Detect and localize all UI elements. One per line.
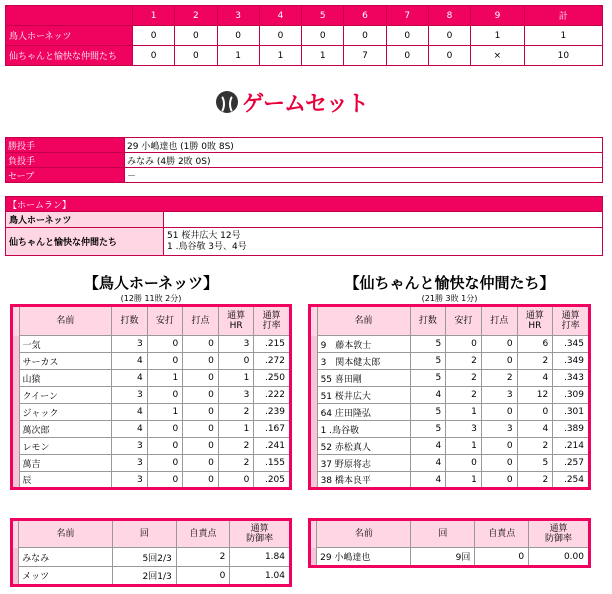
batting-stat: 0 xyxy=(183,370,219,387)
batting-stat: 5 xyxy=(410,353,446,370)
batting-stat: 2 xyxy=(517,353,553,370)
batting-row xyxy=(12,455,291,472)
pitching-stat: 0.00 xyxy=(529,548,590,567)
batting-stat: 3 xyxy=(218,336,254,353)
batting-stat: 4 xyxy=(112,404,148,421)
result-value: 29 小嶋達也 (1勝 0敗 8S) xyxy=(125,138,603,153)
batting-stat: 0 xyxy=(183,455,219,472)
inning-score: 0 xyxy=(133,46,175,66)
player-name: ジャック xyxy=(19,404,112,421)
inning-score: 0 xyxy=(428,46,470,66)
home-run-team: 仙ちゃんと愉快な仲間たち xyxy=(6,228,164,256)
total-score: 10 xyxy=(524,46,602,66)
pitcher-name: 29 小嶋達也 xyxy=(317,548,411,567)
away-team-title: 【仙ちゃんと愉快な仲間たち】 xyxy=(344,274,555,292)
result-value: みなみ (4勝 2敗 0S) xyxy=(125,153,603,168)
batting-stat: .205 xyxy=(254,472,291,489)
batting-row xyxy=(12,421,291,438)
row-gutter xyxy=(12,520,19,548)
pitching-row xyxy=(310,548,590,567)
pitching-row xyxy=(12,567,291,586)
player-name: 52 赤松真人 xyxy=(317,438,410,455)
row-gutter xyxy=(310,387,318,404)
home-pitching-table xyxy=(10,518,292,587)
game-set-banner xyxy=(216,89,368,115)
batting-stat: 3 xyxy=(112,455,148,472)
batting-stat: 0 xyxy=(517,404,553,421)
batting-row xyxy=(310,421,590,438)
inning-header: 9 xyxy=(471,6,525,26)
batting-stat: .250 xyxy=(254,370,291,387)
batting-stat: .309 xyxy=(553,387,590,404)
batting-row xyxy=(12,370,291,387)
scoreboard-row-away xyxy=(6,46,603,66)
batting-stat: 4 xyxy=(410,472,446,489)
batting-stat: .257 xyxy=(553,455,590,472)
batting-row xyxy=(310,404,590,421)
batting-stat: 0 xyxy=(183,404,219,421)
game-set-title: ゲームセット xyxy=(242,91,369,117)
batting-stat: 5 xyxy=(410,404,446,421)
batting-stat: 0 xyxy=(481,438,517,455)
row-gutter xyxy=(310,472,318,489)
inning-score: 0 xyxy=(175,46,217,66)
home-run-table xyxy=(5,196,603,256)
home-run-title: 【ホームラン】 xyxy=(6,197,603,212)
inning-header: 7 xyxy=(386,6,428,26)
batting-row xyxy=(310,353,590,370)
batting-stat: 0 xyxy=(147,336,183,353)
batting-row xyxy=(12,438,291,455)
batting-stat: .241 xyxy=(254,438,291,455)
player-name: 51 桜井広大 xyxy=(317,387,410,404)
pitching-stat: 9回 xyxy=(411,548,475,567)
inning-score: 0 xyxy=(386,46,428,66)
result-value: － xyxy=(125,168,603,183)
inning-header: 5 xyxy=(302,6,344,26)
batting-column-header: 安打 xyxy=(446,306,482,336)
batting-stat: 1 xyxy=(147,370,183,387)
batting-stat: 0 xyxy=(183,421,219,438)
pitching-column-header: 通算 防御率 xyxy=(529,520,590,548)
batting-stat: 0 xyxy=(147,387,183,404)
batting-column-header: 打点 xyxy=(183,306,219,336)
batting-stat: 1 xyxy=(446,404,482,421)
player-name: 萬吉 xyxy=(19,455,112,472)
home-run-list xyxy=(164,212,603,228)
batting-column-header: 打数 xyxy=(112,306,148,336)
row-gutter xyxy=(12,421,20,438)
batting-stat: .214 xyxy=(553,438,590,455)
inning-header: 6 xyxy=(344,6,386,26)
batting-row xyxy=(310,387,590,404)
row-gutter xyxy=(12,548,19,567)
player-name: 萬次郎 xyxy=(19,421,112,438)
row-gutter xyxy=(310,353,318,370)
batting-stat: 2 xyxy=(517,472,553,489)
total-header: 計 xyxy=(524,6,602,26)
batting-stat: .222 xyxy=(254,387,291,404)
row-gutter xyxy=(12,404,20,421)
home-run-list xyxy=(164,228,603,256)
pitching-column-header: 通算 防御率 xyxy=(230,520,291,548)
inning-score: 7 xyxy=(344,46,386,66)
inning-header: 2 xyxy=(175,6,217,26)
batting-stat: 0 xyxy=(446,336,482,353)
pitching-column-header: 名前 xyxy=(19,520,113,548)
batting-stat: 0 xyxy=(218,353,254,370)
inning-score: 1 xyxy=(259,46,301,66)
batting-stat: 0 xyxy=(183,387,219,404)
batting-stat: 0 xyxy=(481,472,517,489)
batting-column-header: 通算 打率 xyxy=(254,306,291,336)
batting-column-header: 打数 xyxy=(410,306,446,336)
inning-score: 0 xyxy=(386,26,428,46)
batting-stat: 1 xyxy=(218,370,254,387)
pitching-column-header: 自責点 xyxy=(475,520,529,548)
batting-stat: 3 xyxy=(218,387,254,404)
inning-header: 8 xyxy=(428,6,470,26)
batting-stat: .345 xyxy=(553,336,590,353)
batting-stat: 0 xyxy=(147,438,183,455)
batting-header-row xyxy=(12,306,291,336)
batting-stat: 4 xyxy=(517,421,553,438)
pitching-stat: 1.84 xyxy=(230,548,291,567)
result-label: 負投手 xyxy=(6,153,125,168)
batting-stat: .155 xyxy=(254,455,291,472)
batting-stat: .215 xyxy=(254,336,291,353)
batting-stat: .272 xyxy=(254,353,291,370)
pitching-column-header: 名前 xyxy=(317,520,411,548)
batting-row xyxy=(310,472,590,489)
scoreboard-corner xyxy=(6,6,133,26)
batting-stat: 0 xyxy=(218,472,254,489)
inning-score: 0 xyxy=(133,26,175,46)
batting-stat: 3 xyxy=(112,438,148,455)
inning-score: 1 xyxy=(302,46,344,66)
pitcher-name: みなみ xyxy=(19,548,113,567)
batting-stat: 5 xyxy=(410,421,446,438)
row-gutter xyxy=(310,370,318,387)
home-batting-table xyxy=(10,304,292,490)
row-gutter xyxy=(12,438,20,455)
batting-stat: .167 xyxy=(254,421,291,438)
home-run-team: 鳥人ホーネッツ xyxy=(6,212,164,228)
inning-score: 0 xyxy=(428,26,470,46)
batting-column-header: 打点 xyxy=(481,306,517,336)
row-gutter xyxy=(12,336,20,353)
row-gutter xyxy=(310,404,318,421)
batting-stat: 3 xyxy=(112,472,148,489)
home-team-record: (12勝 11敗 2分) xyxy=(120,294,182,303)
away-pitching-table xyxy=(308,518,591,568)
batting-row xyxy=(12,404,291,421)
scoreboard-row-home xyxy=(6,26,603,46)
batting-row xyxy=(310,336,590,353)
player-name: 9 藤本敦士 xyxy=(317,336,410,353)
batting-stat: 2 xyxy=(218,438,254,455)
batting-row xyxy=(310,455,590,472)
batting-column-header: 通算 打率 xyxy=(553,306,590,336)
batting-row xyxy=(12,387,291,404)
batting-stat: 4 xyxy=(517,370,553,387)
batting-stat: 1 xyxy=(446,472,482,489)
batting-stat: 4 xyxy=(112,421,148,438)
player-name: 37 野原将志 xyxy=(317,455,410,472)
batting-stat: 0 xyxy=(147,455,183,472)
pitching-column-header: 回 xyxy=(113,520,177,548)
row-gutter xyxy=(310,455,318,472)
batting-stat: 0 xyxy=(481,404,517,421)
batting-stat: 2 xyxy=(218,404,254,421)
player-name: クイーン xyxy=(19,387,112,404)
home-run-row xyxy=(6,212,603,228)
team-name: 仙ちゃんと愉快な仲間たち xyxy=(6,46,133,66)
player-name: 辰 xyxy=(19,472,112,489)
row-gutter xyxy=(12,353,20,370)
pitching-stat: 2回1/3 xyxy=(113,567,177,586)
batting-stat: 12 xyxy=(517,387,553,404)
batting-stat: 3 xyxy=(112,387,148,404)
batting-column-header: 名前 xyxy=(19,306,112,336)
pitching-header-row xyxy=(310,520,590,548)
batting-stat: 5 xyxy=(410,370,446,387)
row-gutter xyxy=(310,520,317,548)
batting-column-header: 通算 HR xyxy=(218,306,254,336)
row-gutter xyxy=(310,438,318,455)
inning-header: 1 xyxy=(133,6,175,26)
row-gutter xyxy=(12,472,20,489)
batting-row xyxy=(310,370,590,387)
row-gutter xyxy=(310,421,318,438)
row-gutter xyxy=(12,455,20,472)
inning-score: 0 xyxy=(302,26,344,46)
batting-stat: 1 xyxy=(218,421,254,438)
player-name: 64 庄田隆弘 xyxy=(317,404,410,421)
pitching-stat: 5回2/3 xyxy=(113,548,177,567)
batting-stat: 3 xyxy=(481,421,517,438)
batting-stat: 2 xyxy=(446,370,482,387)
player-name: 1 .鳥谷敬 xyxy=(317,421,410,438)
batting-stat: 2 xyxy=(446,387,482,404)
batting-stat: 0 xyxy=(481,455,517,472)
batting-stat: 0 xyxy=(147,353,183,370)
pitching-stat: 2 xyxy=(176,548,230,567)
row-gutter xyxy=(310,548,317,567)
home-run-row xyxy=(6,228,603,256)
batting-stat: 0 xyxy=(183,336,219,353)
row-gutter xyxy=(12,370,20,387)
batting-stat: 0 xyxy=(147,421,183,438)
pitching-header-row xyxy=(12,520,291,548)
batting-stat: 0 xyxy=(481,336,517,353)
batting-stat: .349 xyxy=(553,353,590,370)
batting-stat: .343 xyxy=(553,370,590,387)
batting-column-header: 安打 xyxy=(147,306,183,336)
row-gutter xyxy=(12,567,19,586)
batting-stat: 1 xyxy=(446,438,482,455)
player-name: 3 関本健太郎 xyxy=(317,353,410,370)
batting-stat: 0 xyxy=(183,472,219,489)
inning-score: 0 xyxy=(175,26,217,46)
batting-stat: 3 xyxy=(112,336,148,353)
batting-row xyxy=(310,438,590,455)
pitching-row xyxy=(12,548,291,567)
batting-stat: 0 xyxy=(481,353,517,370)
batting-stat: 4 xyxy=(112,353,148,370)
player-name: 38 橋本良平 xyxy=(317,472,410,489)
player-name: 山猿 xyxy=(19,370,112,387)
result-label: 勝投手 xyxy=(6,138,125,153)
pitcher-results xyxy=(5,137,603,183)
inning-score: 1 xyxy=(217,46,259,66)
total-score: 1 xyxy=(524,26,602,46)
home-run-entry: 1 .鳥谷敬 3号、4号 xyxy=(167,241,247,252)
away-team-record: (21勝 3敗 1分) xyxy=(421,294,478,303)
batting-stat: 2 xyxy=(218,455,254,472)
result-row xyxy=(6,153,603,168)
batting-stat: 0 xyxy=(183,353,219,370)
batting-stat: .301 xyxy=(553,404,590,421)
inning-header: 4 xyxy=(259,6,301,26)
baseball-icon xyxy=(216,91,238,113)
pitching-column-header: 自責点 xyxy=(176,520,230,548)
batting-stat: 0 xyxy=(446,455,482,472)
result-label: セーブ xyxy=(6,168,125,183)
batting-stat: 4 xyxy=(410,438,446,455)
batting-stat: 1 xyxy=(147,404,183,421)
home-run-entry: 51 桜井広大 12号 xyxy=(167,230,241,241)
result-row xyxy=(6,138,603,153)
batting-row xyxy=(12,353,291,370)
batting-stat: 0 xyxy=(147,472,183,489)
batting-stat: 0 xyxy=(183,438,219,455)
inning-score: × xyxy=(471,46,525,66)
player-name: 55 喜田剛 xyxy=(317,370,410,387)
scoreboard xyxy=(5,5,603,66)
result-row xyxy=(6,168,603,183)
inning-header: 3 xyxy=(217,6,259,26)
batting-stat: 3 xyxy=(481,387,517,404)
pitching-stat: 0 xyxy=(475,548,529,567)
inning-score: 0 xyxy=(217,26,259,46)
player-name: 一気 xyxy=(19,336,112,353)
player-name: レモン xyxy=(19,438,112,455)
inning-score: 1 xyxy=(471,26,525,46)
batting-stat: 6 xyxy=(517,336,553,353)
batting-stat: 5 xyxy=(410,336,446,353)
batting-column-header: 名前 xyxy=(317,306,410,336)
batting-stat: .254 xyxy=(553,472,590,489)
pitching-stat: 1.04 xyxy=(230,567,291,586)
batting-stat: 5 xyxy=(517,455,553,472)
batting-row xyxy=(12,336,291,353)
inning-score: 0 xyxy=(259,26,301,46)
batting-stat: 3 xyxy=(446,421,482,438)
team-name: 鳥人ホーネッツ xyxy=(6,26,133,46)
batting-stat: .239 xyxy=(254,404,291,421)
batting-row xyxy=(12,472,291,489)
scoreboard-header xyxy=(6,6,603,26)
pitching-column-header: 回 xyxy=(411,520,475,548)
batting-stat: 2 xyxy=(517,438,553,455)
row-gutter xyxy=(12,387,20,404)
pitching-stat: 0 xyxy=(176,567,230,586)
inning-score: 0 xyxy=(344,26,386,46)
row-gutter xyxy=(310,336,318,353)
player-name: サーカス xyxy=(19,353,112,370)
pitcher-name: メッツ xyxy=(19,567,113,586)
away-batting-table xyxy=(308,304,591,490)
batting-stat: 2 xyxy=(446,353,482,370)
batting-stat: 4 xyxy=(112,370,148,387)
home-team-title: 【鳥人ホーネッツ】 xyxy=(83,274,219,292)
batting-stat: 4 xyxy=(410,455,446,472)
batting-stat: .389 xyxy=(553,421,590,438)
batting-header-row xyxy=(310,306,590,336)
batting-column-header: 通算 HR xyxy=(517,306,553,336)
batting-stat: 4 xyxy=(410,387,446,404)
row-gutter xyxy=(310,306,318,336)
batting-stat: 2 xyxy=(481,370,517,387)
row-gutter xyxy=(12,306,20,336)
